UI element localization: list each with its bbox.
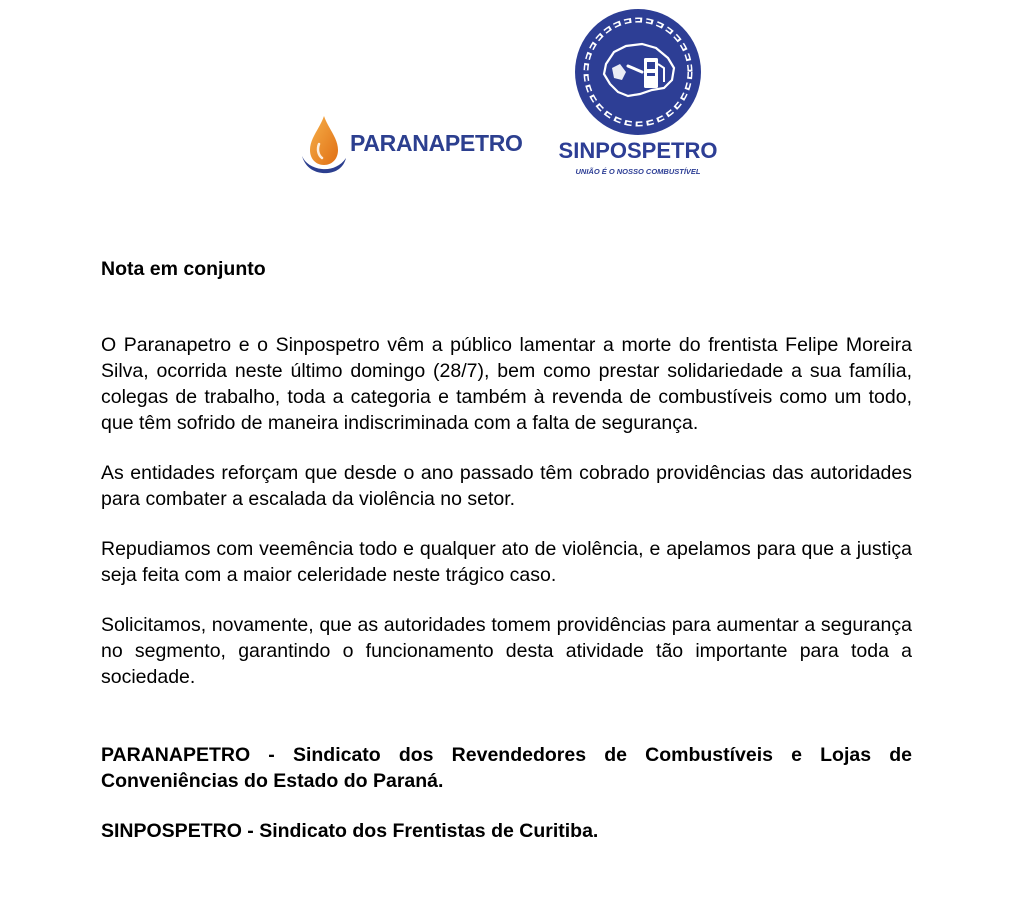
sinpospetro-logo — [552, 6, 724, 184]
paragraph-2: As entidades reforçam que desde o ano passado têm cobrado providências das autoridades para combater a escalada da violência no setor. — [101, 462, 912, 510]
paragraph-1: O Paranapetro e o Sinpospetro vêm a público lamentar a morte do frentista Felipe Moreira Silva, ocorrida neste último domingo (28/7), bem como prestar solidariedade a sua família, colegas de trabalho, toda a categoria e também à revenda de combustíveis como um todo, que têm sofrido de maneira indiscriminada com a falta de segurança. — [101, 334, 912, 434]
logo-header — [0, 0, 1009, 190]
sinpospetro-slogan: UNIÃO É O NOSSO COMBUSTÍVEL — [575, 167, 701, 176]
document-body — [101, 256, 912, 844]
document-title: Nota em conjunto — [101, 258, 266, 280]
signature-paranapetro: PARANAPETRO - Sindicato dos Revendedores de Combustíveis e Lojas de Conveniências do Estado do Paraná. — [101, 744, 912, 792]
fuel-drop-icon — [298, 112, 350, 176]
sinpospetro-wordmark: SINPOSPETRO — [558, 138, 718, 163]
paranapetro-logo — [298, 112, 533, 176]
paragraph-3: Repudiamos com veemência todo e qualquer ato de violência, e apelamos para que a justiça seja feita com a maior celeridade neste trágico caso. — [101, 538, 912, 586]
sinpospetro-emblem-icon — [552, 6, 724, 138]
signature-sinpospetro: SINPOSPETRO - Sindicato dos Frentistas de Curitiba. — [101, 820, 599, 842]
paranapetro-wordmark: PARANAPETRO — [350, 130, 523, 156]
paragraph-4: Solicitamos, novamente, que as autoridades tomem providências para aumentar a segurança no segmento, garantindo o funcionamento desta atividade tão importante para toda a sociedade. — [101, 614, 912, 688]
